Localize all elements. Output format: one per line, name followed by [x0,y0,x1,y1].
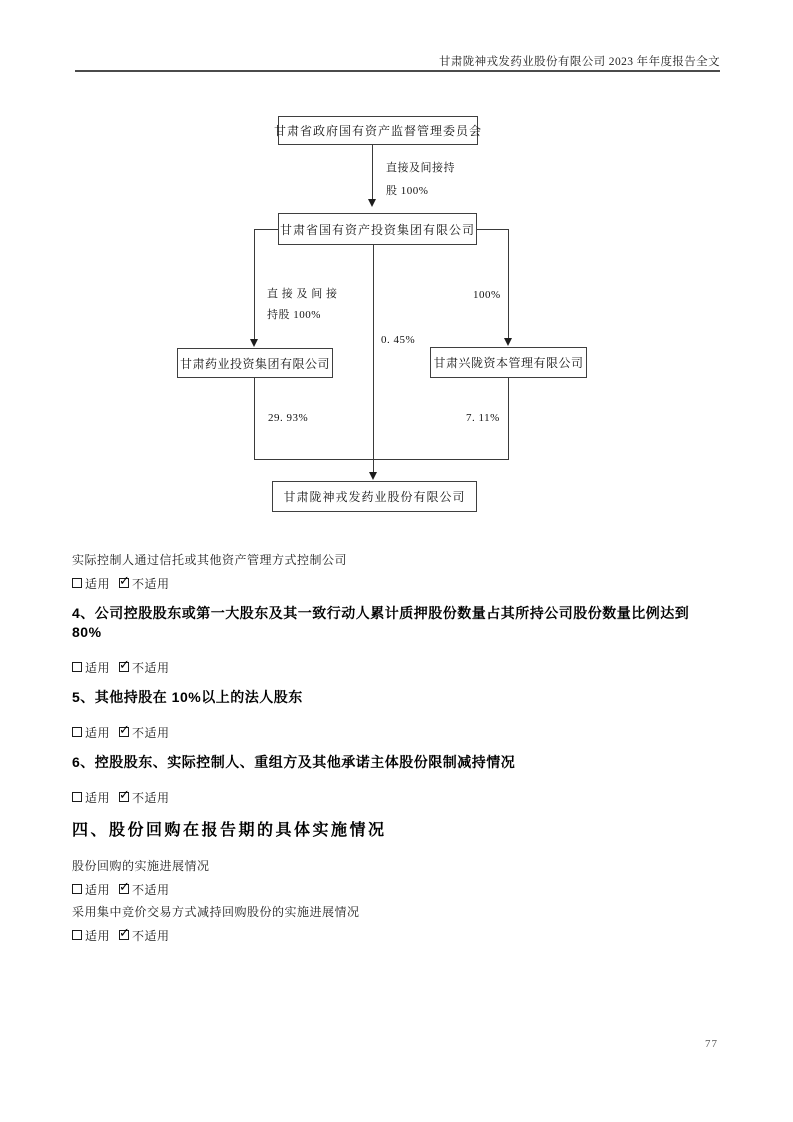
not-applicable-label: 不适用 [132,660,170,675]
edge-top [372,145,373,200]
arrowhead-down-icon [369,472,377,480]
page-header-title: 甘肃陇神戎发药业股份有限公司 2023 年年度报告全文 [438,56,720,68]
checkbox-not-applicable-checked[interactable] [119,792,129,802]
arrowhead-down-icon [250,339,258,347]
applicability-row [72,881,718,897]
checkbox-not-applicable-checked[interactable] [119,578,129,588]
heading-5-corporate-shareholders: 5、其他持股在 10%以上的法人股东 [72,689,303,705]
applicable-label: 适用 [85,576,111,591]
arrowhead-down-icon [368,199,376,207]
applicable-label: 适用 [85,660,111,675]
applicable-label: 适用 [85,790,111,805]
checkbox-not-applicable-checked[interactable] [119,662,129,672]
node-xinglong-capital: 甘肃兴陇资本管理有限公司 [430,347,587,378]
applicability-row [72,659,718,675]
edge-left-stub [254,229,278,230]
edge-label-right: 100% [473,289,501,301]
applicable-label: 适用 [85,725,111,740]
edge-right-drop [508,229,509,339]
auction-reduce-line: 采用集中竞价交易方式减持回购股份的实施进展情况 [72,905,360,919]
edge-label-left-lower: 29. 93% [268,412,309,424]
checkbox-applicable-unchecked[interactable] [72,578,82,588]
not-applicable-label: 不适用 [132,928,170,943]
edge-label-left-2: 持股 100% [267,309,321,321]
edge-label-right-lower: 7. 11% [466,412,500,424]
header-rule [75,70,720,72]
edge-label-left-1: 直 接 及 间 接 [267,288,338,300]
applicable-label: 适用 [85,928,111,943]
edge-left-drop [254,229,255,340]
checkbox-applicable-unchecked[interactable] [72,662,82,672]
checkbox-not-applicable-checked[interactable] [119,884,129,894]
edge-label-center: 0. 45% [381,334,416,346]
checkbox-applicable-unchecked[interactable] [72,930,82,940]
applicability-row [72,575,718,591]
page-number: 77 [705,1038,718,1050]
buyback-progress-line: 股份回购的实施进展情况 [72,859,210,873]
checkbox-applicable-unchecked[interactable] [72,792,82,802]
body-content [72,552,718,950]
applicability-row [72,789,718,805]
node-state-invest-group: 甘肃省国有资产投资集团有限公司 [278,213,477,245]
heading-section4-buyback: 四、股份回购在报告期的具体实施情况 [72,822,387,839]
not-applicable-label: 不适用 [132,790,170,805]
checkbox-not-applicable-checked[interactable] [119,727,129,737]
edge-center [373,245,374,473]
checkbox-not-applicable-checked[interactable] [119,930,129,940]
node-listed-company: 甘肃陇神戎发药业股份有限公司 [272,481,477,512]
applicability-row [72,724,718,740]
node-pharma-invest-group: 甘肃药业投资集团有限公司 [177,348,333,378]
checkbox-applicable-unchecked[interactable] [72,727,82,737]
not-applicable-label: 不适用 [132,725,170,740]
edge-label-top-2: 股 100% [386,185,429,197]
node-sasac: 甘肃省政府国有资产监督管理委员会 [278,116,478,145]
edge-collector [254,459,509,460]
checkbox-applicable-unchecked[interactable] [72,884,82,894]
heading-4-pledge: 4、公司控股股东或第一大股东及其一致行动人累计质押股份数量占其所持公司股份数量比例达到 80% [72,605,690,640]
edge-left-lower [254,378,255,460]
applicable-label: 适用 [85,882,111,897]
edge-right-stub [477,229,508,230]
heading-6-reduction-restrictions: 6、控股股东、实际控制人、重组方及其他承诺主体股份限制减持情况 [72,754,516,770]
not-applicable-label: 不适用 [132,882,170,897]
edge-right-lower [508,378,509,460]
arrowhead-down-icon [504,338,512,346]
not-applicable-label: 不适用 [132,576,170,591]
edge-label-top-1: 直接及间接持 [386,162,455,174]
applicability-row [72,927,718,943]
trust-control-line: 实际控制人通过信托或其他资产管理方式控制公司 [72,553,348,567]
